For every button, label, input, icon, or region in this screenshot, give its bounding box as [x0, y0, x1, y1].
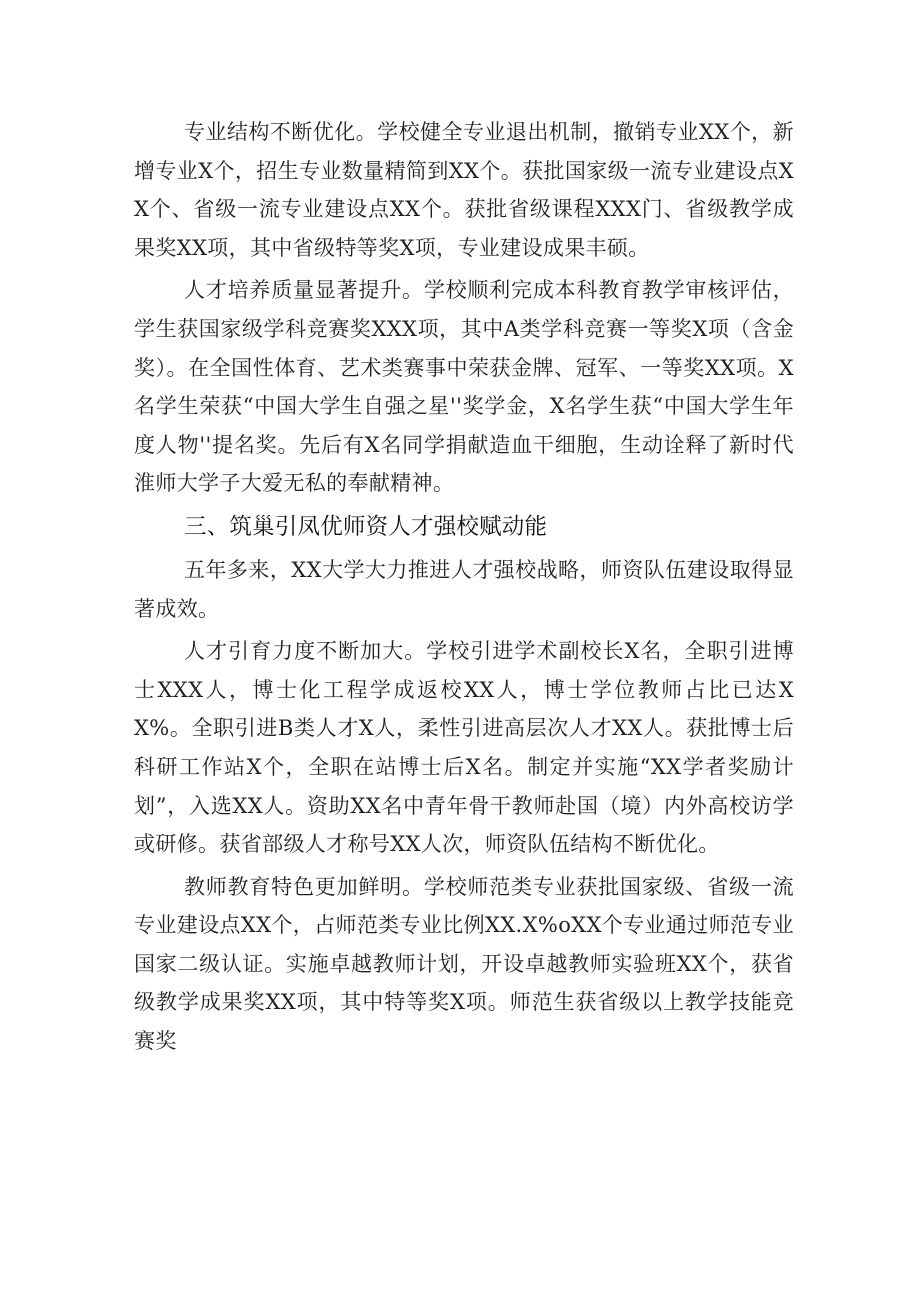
document-body — [134, 113, 794, 1065]
paragraph-five-years: 五年多来，XX大学大力推进人才强校战略，师资队伍建设取得显著成效。 — [134, 557, 794, 621]
paragraph-talent-recruitment: 人才引育力度不断加大。学校引进学术副校长X名，全职引进博士XXX人，博士化工程学成返校XX人，博士学位教师占比已达XX%。全职引进B类人才X人，柔性引进高层次人才XX人。获批博士后科研工作站X个，全职在站博士后X名。制定并实施“XX学者奖励计划”，入选XX人。资助XX名中青年骨干教师赴国（境）内外高校访学或研修。获省部级人才称号XX人次，师资队伍结构不断优化。 — [134, 639, 794, 857]
paragraph-teacher-education: 教师教育特色更加鲜明。学校师范类专业获批国家级、省级一流专业建设点XX个，占师范类专业比例XX.X%oXX个专业通过师范专业国家二级认证。实施卓越教师计划，开设卓越教师实验班XX个，获省级教学成果奖XX项，其中特等奖X项。师范生获省级以上教学技能竞赛奖 — [134, 874, 794, 1054]
paragraph-major-structure: 专业结构不断优化。学校健全专业退出机制，撤销专业XX个，新增专业X个，招生专业数量精简到XX个。获批国家级一流专业建设点XX个、省级一流专业建设点XX个。获批省级课程XXX门、省级教学成果奖XX项，其中省级特等奖X项，专业建设成果丰硕。 — [134, 120, 794, 260]
section-heading: 三、筑巢引凤优师资人才强校赋动能 — [184, 513, 548, 540]
paragraph-talent-cultivation: 人才培养质量显著提升。学校顺利完成本科教育教学审核评估，学生获国家级学科竞赛奖XXX项，其中A类学科竞赛一等奖X项（含金奖）。在全国性体育、艺术类赛事中荣获金牌、冠军、一等奖XX项。X名学生荣获“中国大学生自强之星''奖学金，X名学生获“中国大学生年度人物''提名奖。先后有X名同学捐献造血干细胞，生动诠释了新时代淮师大学子大爱无私的奉献精神。 — [134, 278, 794, 496]
